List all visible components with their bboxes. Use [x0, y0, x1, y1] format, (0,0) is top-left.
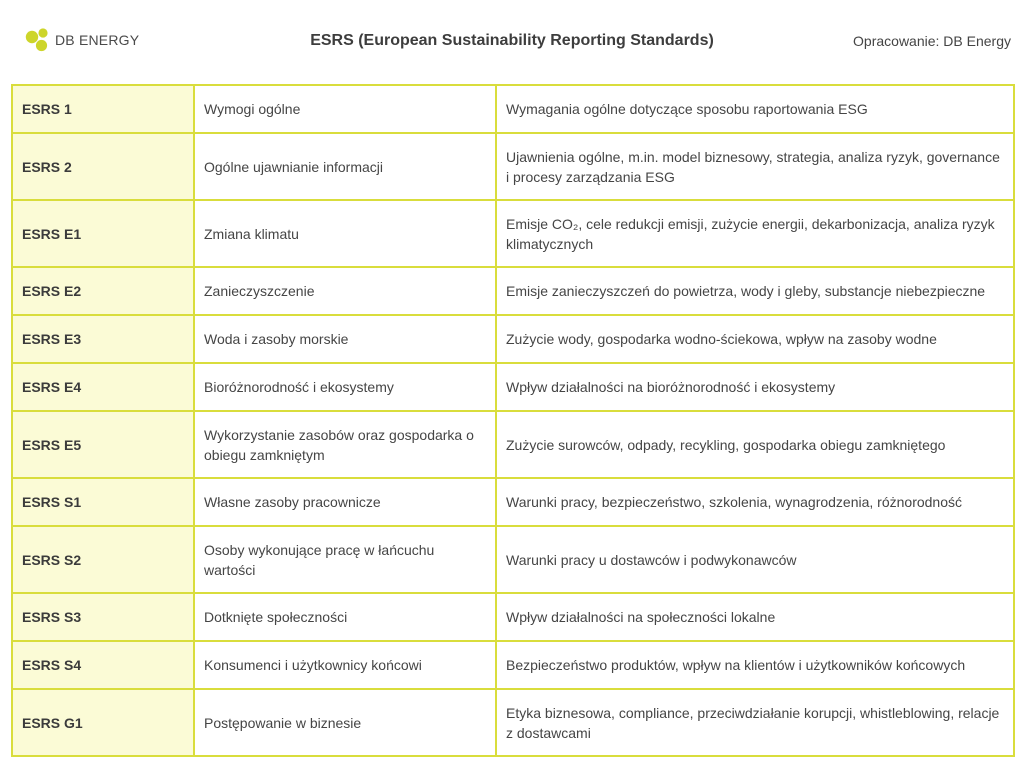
standard-description-cell: Etyka biznesowa, compliance, przeciwdziałanie korupcji, whistleblowing, relacje z dostawcami	[496, 689, 1014, 756]
standard-description-cell: Zużycie wody, gospodarka wodno-ściekowa, wpływ na zasoby wodne	[496, 315, 1014, 363]
standard-name-cell: Zanieczyszczenie	[194, 267, 496, 315]
table-row	[12, 411, 1014, 478]
logo-icon	[24, 27, 50, 53]
standard-code-cell: ESRS 2	[12, 133, 194, 200]
table-row	[12, 267, 1014, 315]
standard-name-cell: Dotknięte społeczności	[194, 593, 496, 641]
standard-description-cell: Emisje CO₂, cele redukcji emisji, zużycie energii, dekarbonizacja, analiza ryzyk klimatycznych	[496, 200, 1014, 267]
table-row	[12, 315, 1014, 363]
standard-description-cell: Zużycie surowców, odpady, recykling, gospodarka obiegu zamkniętego	[496, 411, 1014, 478]
table-row	[12, 526, 1014, 593]
esrs-table	[11, 84, 1015, 757]
table-row	[12, 363, 1014, 411]
table-row	[12, 593, 1014, 641]
standard-code-cell: ESRS S4	[12, 641, 194, 689]
standard-description-cell: Emisje zanieczyszczeń do powietrza, wody i gleby, substancje niebezpieczne	[496, 267, 1014, 315]
table-row	[12, 689, 1014, 756]
standard-name-cell: Zmiana klimatu	[194, 200, 496, 267]
standard-name-cell: Konsumenci i użytkownicy końcowi	[194, 641, 496, 689]
standard-description-cell: Wymagania ogólne dotyczące sposobu raportowania ESG	[496, 85, 1014, 133]
standard-code-cell: ESRS E2	[12, 267, 194, 315]
db-energy-logo	[24, 27, 139, 53]
standard-description-cell: Bezpieczeństwo produktów, wpływ na klientów i użytkowników końcowych	[496, 641, 1014, 689]
standard-name-cell: Ogólne ujawnianie informacji	[194, 133, 496, 200]
standard-code-cell: ESRS E5	[12, 411, 194, 478]
standard-description-cell: Warunki pracy u dostawców i podwykonawców	[496, 526, 1014, 593]
standard-code-cell: ESRS S1	[12, 478, 194, 526]
standard-name-cell: Osoby wykonujące pracę w łańcuchu wartości	[194, 526, 496, 593]
standard-name-cell: Wykorzystanie zasobów oraz gospodarka o obiegu zamkniętym	[194, 411, 496, 478]
standard-code-cell: ESRS G1	[12, 689, 194, 756]
standard-code-cell: ESRS S3	[12, 593, 194, 641]
table-row	[12, 478, 1014, 526]
header	[0, 0, 1024, 84]
standard-description-cell: Wpływ działalności na społeczności lokalne	[496, 593, 1014, 641]
table-row	[12, 133, 1014, 200]
standard-name-cell: Własne zasoby pracownicze	[194, 478, 496, 526]
source-note: Opracowanie: DB Energy	[853, 33, 1011, 49]
logo-text: DB ENERGY	[55, 32, 140, 48]
standard-description-cell: Wpływ działalności na bioróżnorodność i ekosystemy	[496, 363, 1014, 411]
standard-code-cell: ESRS E4	[12, 363, 194, 411]
standard-description-cell: Warunki pracy, bezpieczeństwo, szkolenia, wynagrodzenia, różnorodność	[496, 478, 1014, 526]
table-row	[12, 200, 1014, 267]
standard-code-cell: ESRS 1	[12, 85, 194, 133]
page-title: ESRS (European Sustainability Reporting Standards)	[310, 32, 714, 49]
standard-code-cell: ESRS E1	[12, 200, 194, 267]
table-row	[12, 641, 1014, 689]
standard-name-cell: Wymogi ogólne	[194, 85, 496, 133]
standard-name-cell: Woda i zasoby morskie	[194, 315, 496, 363]
table-row	[12, 85, 1014, 133]
standard-description-cell: Ujawnienia ogólne, m.in. model biznesowy, strategia, analiza ryzyk, governance i procesy zarządzania ESG	[496, 133, 1014, 200]
standard-name-cell: Bioróżnorodność i ekosystemy	[194, 363, 496, 411]
standard-code-cell: ESRS S2	[12, 526, 194, 593]
standard-name-cell: Postępowanie w biznesie	[194, 689, 496, 756]
standard-code-cell: ESRS E3	[12, 315, 194, 363]
